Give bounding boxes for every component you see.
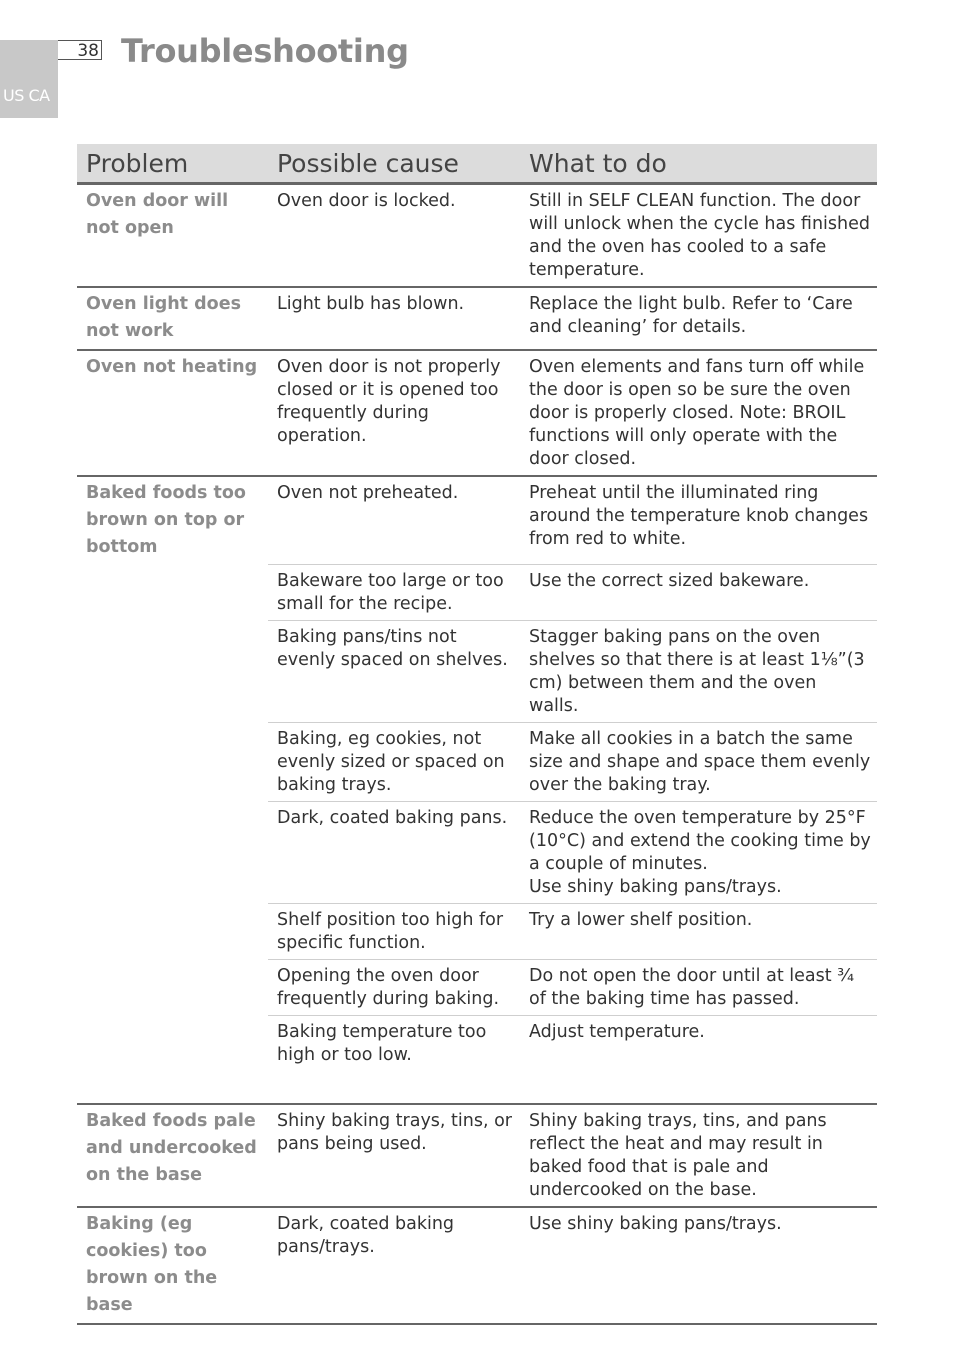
header-problem: Problem bbox=[77, 144, 268, 184]
table-row bbox=[77, 1207, 877, 1324]
action-cell: Still in SELF CLEAN function. The door will unlock when the cycle has finished and the oven has cooled to a safe temperature. bbox=[529, 191, 870, 280]
cause-cell: Oven door is not properly closed or it is opened too frequently during operation. bbox=[268, 350, 520, 476]
region-tab bbox=[0, 40, 58, 118]
problem-cell: Baked foods too brown on top or bottom bbox=[77, 476, 268, 1104]
action-cell: Make all cookies in a batch the same size and shape and space them evenly over the baking tray. bbox=[520, 722, 877, 801]
action-cell: Do not open the door until at least ¾ of the baking time has passed. bbox=[520, 959, 877, 1015]
problem-cell: Baking (eg cookies) too brown on the base bbox=[77, 1207, 268, 1324]
problem-cell: Baked foods pale and undercooked on the base bbox=[77, 1104, 268, 1207]
region-label: US CA bbox=[3, 86, 50, 105]
action-cell: Use the correct sized bakeware. bbox=[520, 564, 877, 620]
header-what-to-do: What to do bbox=[520, 144, 877, 184]
problem-cell: Oven light does not work bbox=[77, 287, 268, 350]
cause-cell: Light bulb has blown. bbox=[268, 287, 520, 350]
page-number: 38 bbox=[58, 40, 102, 60]
cause-cell: Dark, coated baking pans/trays. bbox=[268, 1207, 520, 1324]
header-possible-cause: Possible cause bbox=[268, 144, 520, 184]
action-cell: Stagger baking pans on the oven shelves so that there is at least 1⅛”(3 cm) between them and the oven walls. bbox=[520, 620, 877, 722]
cause-cell: Shiny baking trays, tins, or pans being used. bbox=[268, 1104, 520, 1207]
action-cell: Try a lower shelf position. bbox=[520, 903, 877, 959]
action-cell: Use shiny baking pans/trays. bbox=[520, 1207, 877, 1324]
action-cell: Replace the light bulb. Refer to ‘Care and cleaning’ for details. bbox=[520, 287, 877, 350]
cause-cell: Baking, eg cookies, not evenly sized or spaced on baking trays. bbox=[268, 722, 520, 801]
cause-cell: Oven door is locked. bbox=[277, 191, 456, 211]
action-cell: Adjust temperature. bbox=[520, 1015, 877, 1104]
action-cell: Oven elements and fans turn off while the door is open so be sure the oven door is properly closed. Note: BROIL functions will only operate with the door closed. bbox=[520, 350, 877, 476]
cause-cell: Baking temperature too high or too low. bbox=[268, 1015, 520, 1104]
table-row bbox=[77, 350, 877, 476]
cause-cell: Bakeware too large or too small for the recipe. bbox=[268, 564, 520, 620]
table-row bbox=[77, 287, 877, 350]
cause-cell: Opening the oven door frequently during baking. bbox=[268, 959, 520, 1015]
cause-cell: Shelf position too high for specific function. bbox=[268, 903, 520, 959]
table-header-row bbox=[77, 144, 877, 184]
table-row bbox=[77, 184, 877, 288]
problem-cell: Oven door will not open bbox=[86, 191, 229, 238]
table-row bbox=[77, 1104, 877, 1207]
table-row bbox=[77, 476, 877, 564]
action-cell: Reduce the oven temperature by 25°F (10°C) and extend the cooking time by a couple of minutes. Use shiny baking pans/trays. bbox=[520, 801, 877, 903]
cause-cell: Baking pans/tins not evenly spaced on shelves. bbox=[268, 620, 520, 722]
action-cell: Shiny baking trays, tins, and pans reflect the heat and may result in baked food that is pale and undercooked on the base. bbox=[520, 1104, 877, 1207]
cause-cell: Oven not preheated. bbox=[268, 476, 520, 564]
problem-cell: Oven not heating bbox=[77, 350, 268, 476]
cause-cell: Dark, coated baking pans. bbox=[268, 801, 520, 903]
page-title: Troubleshooting bbox=[121, 32, 409, 70]
troubleshooting-table bbox=[77, 144, 877, 1325]
action-cell: Preheat until the illuminated ring around the temperature knob changes from red to white. bbox=[520, 476, 877, 564]
